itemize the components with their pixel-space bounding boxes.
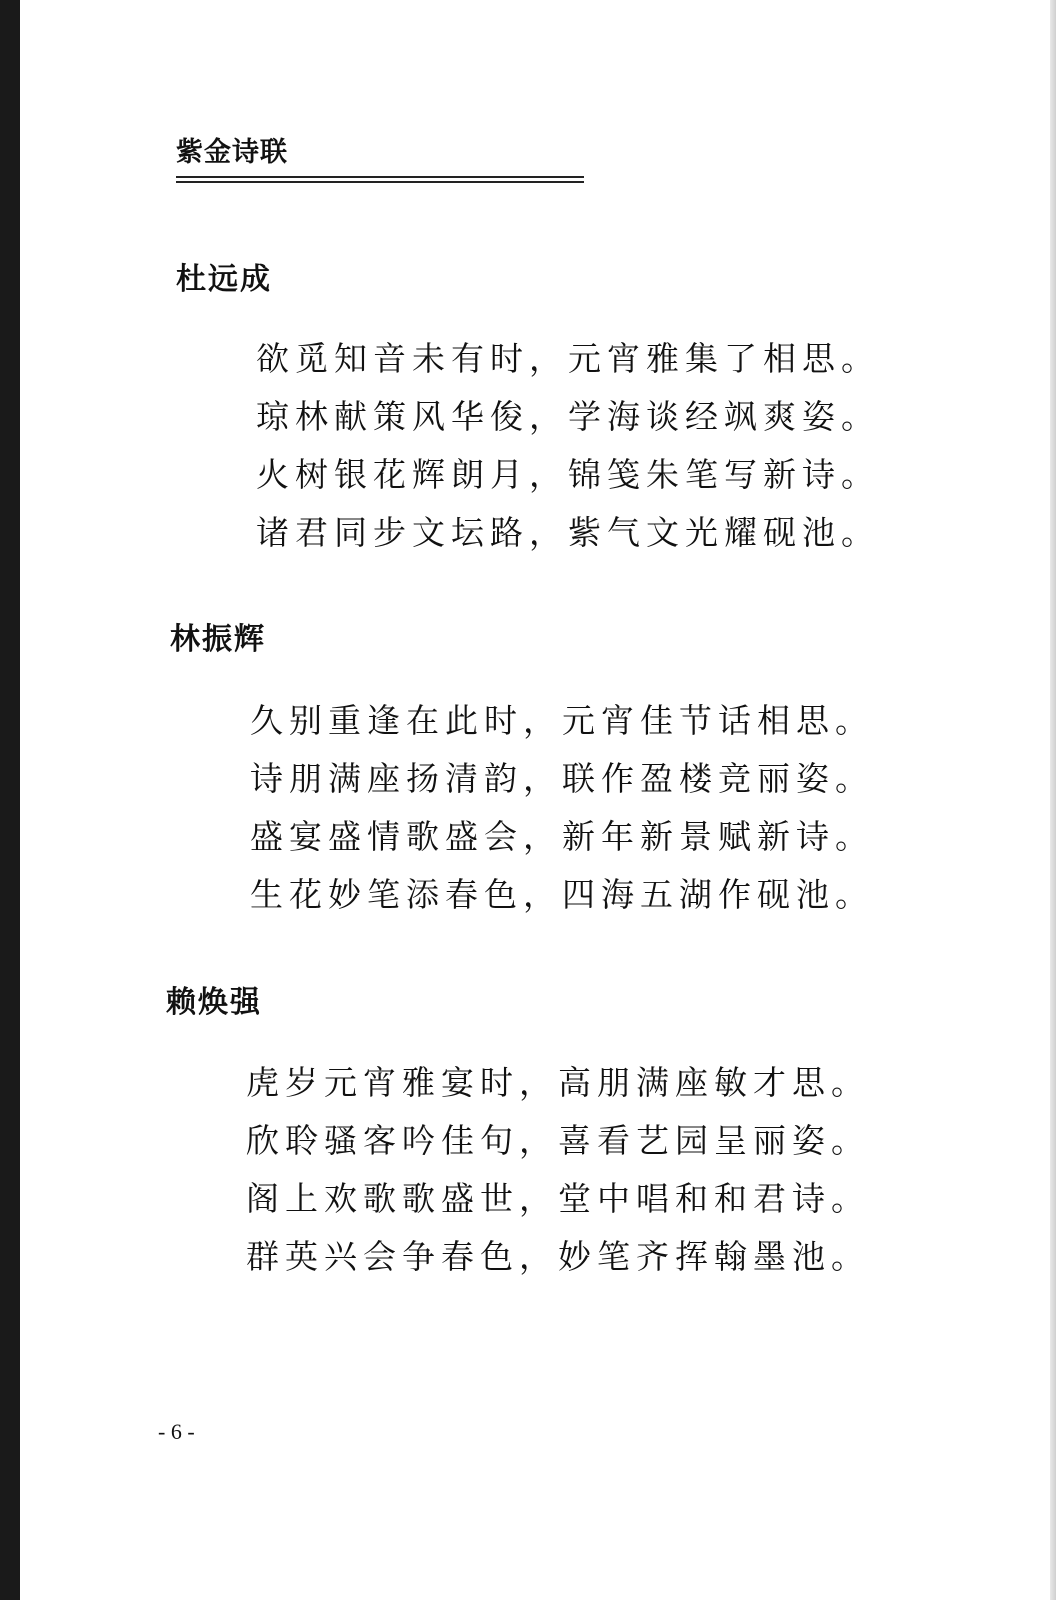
poem-body: [256, 330, 880, 562]
running-header-title: 紫金诗联: [176, 137, 288, 168]
scan-border-right: [1050, 0, 1056, 1600]
poem-line: 诗朋满座扬清韵，联作盈楼竞丽姿。: [250, 759, 874, 798]
poem-body: [250, 692, 874, 924]
header-double-rule: [176, 176, 584, 183]
poem-line: 诸君同步文坛路，紫气文光耀砚池。: [256, 513, 880, 552]
poem-line: 盛宴盛情歌盛会，新年新景赋新诗。: [250, 817, 874, 856]
poem-line: 久别重逢在此时，元宵佳节话相思。: [250, 701, 874, 740]
poem-line: 虎岁元宵雅宴时，高朋满座敏才思。: [246, 1063, 870, 1102]
poem-line: 生花妙笔添春色，四海五湖作砚池。: [250, 875, 874, 914]
poem-author: 杜远成: [176, 262, 272, 297]
poem-line: 火树银花辉朗月，锦笺朱笔写新诗。: [256, 455, 880, 494]
poem-line: 群英兴会争春色，妙笔齐挥翰墨池。: [246, 1237, 870, 1276]
scan-border-left: [0, 0, 20, 1600]
poem-line: 欲觅知音未有时，元宵雅集了相思。: [256, 339, 880, 378]
poem-author: 林振辉: [170, 622, 266, 657]
poem-line: 琼林献策风华俊，学海谈经飒爽姿。: [256, 397, 880, 436]
poem-author: 赖焕强: [166, 985, 262, 1020]
running-header: [176, 136, 584, 183]
poem-line: 欣聆骚客吟佳句，喜看艺园呈丽姿。: [246, 1121, 870, 1160]
poem-line: 阁上欢歌歌盛世，堂中唱和和君诗。: [246, 1179, 870, 1218]
page-number: - 6 -: [158, 1419, 195, 1444]
poem-body: [246, 1054, 870, 1286]
